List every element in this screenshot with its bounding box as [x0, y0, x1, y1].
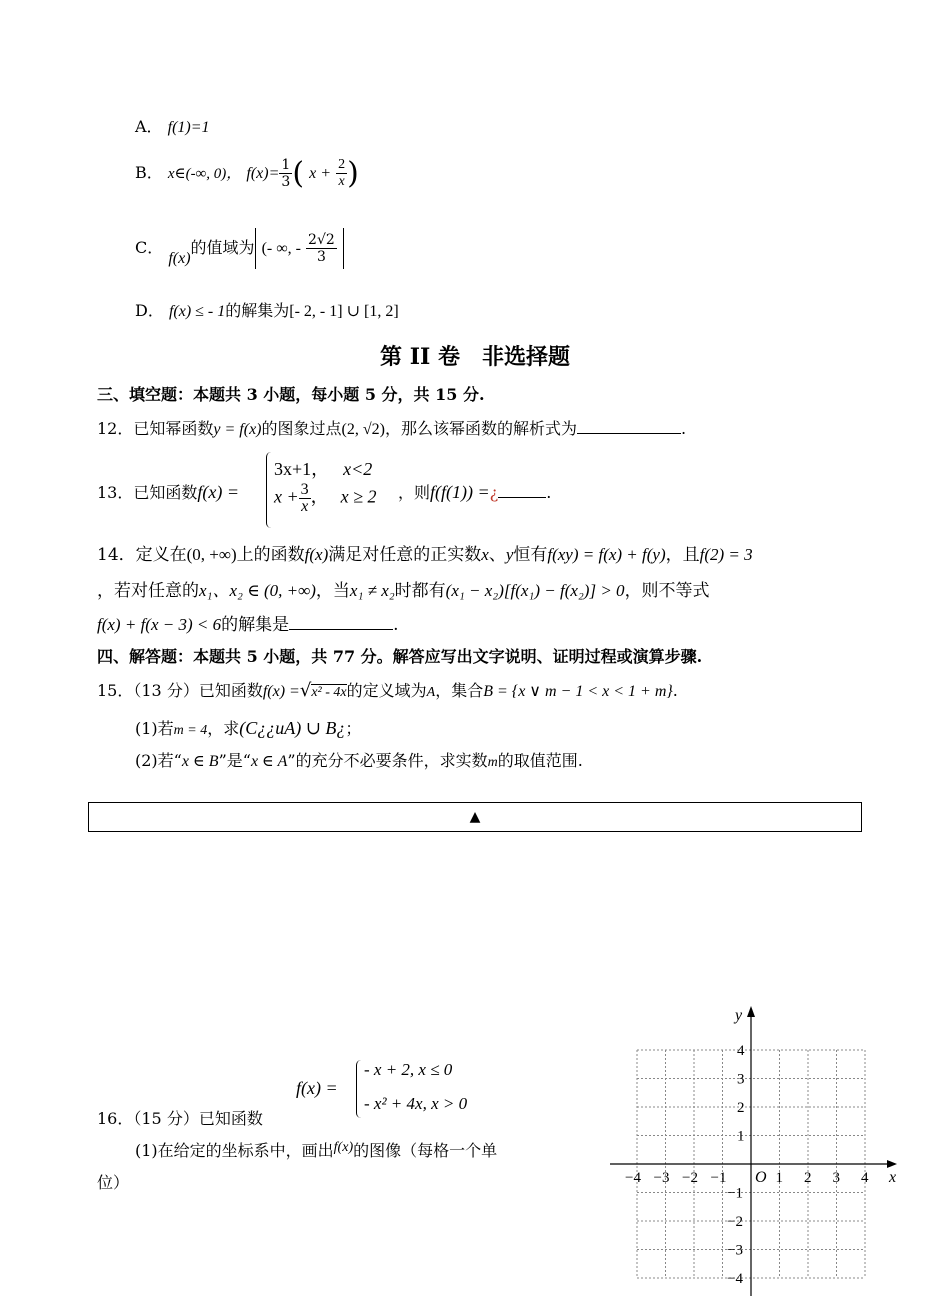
question-14-line3 [97, 610, 399, 635]
y-tick-label: 1 [737, 1128, 745, 1145]
q16-part1 [135, 1138, 497, 1161]
q14-text2: 上的函数 [236, 545, 305, 565]
q14-text4: 恒有 [513, 545, 548, 565]
range-fraction: $\frac{2√2}{3}$ [308, 232, 335, 265]
question-number: 15． [97, 681, 134, 700]
q14-text5: ，且 [665, 545, 700, 565]
question-16 [97, 1106, 263, 1129]
x-tick-label: 2 [804, 1170, 812, 1186]
question-number: 12． [97, 419, 134, 438]
option-a-expr: f(1)=1 [167, 119, 210, 136]
q14-end: . [393, 615, 399, 635]
range-bracket: (- ∞, - $\frac{2√2}{3}$ [255, 228, 344, 269]
q15-p2-c1: x ∈ B [181, 753, 219, 770]
q15-p2-text2: ”的充分不必要条件，求实数 [287, 751, 488, 770]
q14-ineq: (x₁ − x₂)[f(x₁) − f(x₂)] > 0 [445, 581, 625, 600]
option-b-x: x + [309, 165, 332, 182]
q14-target-ineq: f(x) + f(x − 3) < 6 [97, 615, 222, 634]
q13-row1-expr: 3x+1， [274, 459, 330, 479]
option-c [135, 228, 344, 269]
q16-text: 已知函数 [198, 1109, 263, 1128]
answer-blank[interactable] [498, 497, 546, 498]
question-14-line1 [97, 540, 753, 565]
q13-row1-cond: x<2 [343, 459, 373, 479]
y-tick-labels [727, 1043, 745, 1287]
q13-expr: f(f(1)) = [430, 482, 490, 502]
section-header-fill: 三、填空题：本题共 3 小题，每小题 5 分，共 15 分. [97, 385, 485, 404]
q12-text2: 的图象过点 [261, 419, 342, 438]
q15-p1-m: m = 4 [173, 723, 208, 738]
option-label: C． [135, 238, 164, 257]
question-number: 13． [97, 483, 134, 502]
x-tick-label: −1 [710, 1170, 727, 1186]
q15-p2-m: m [487, 755, 498, 770]
q15-fx: f(x) = [262, 683, 300, 700]
q16-lhs: f(x) = [296, 1078, 338, 1098]
q15-setB: B = {x ∨ m − 1 < x < 1 + m} [483, 683, 673, 700]
q14-eq: f(xy) = f(x) + f(y) [547, 545, 666, 564]
q13-fraction: $\frac{3}{x}$ [300, 481, 309, 515]
q12-text: 已知幂函数 [133, 419, 214, 438]
q15-p2-text: ”是“ [218, 751, 251, 770]
q16-p1-label: (1)在给定的坐标系中，画出 [135, 1141, 334, 1160]
option-c-text: 的值域为 [190, 238, 255, 257]
q15-sqrt: x² - 4x [311, 685, 347, 700]
q14-cond: x₁ ≠ x₂ [349, 581, 395, 600]
origin-label: O [755, 1169, 767, 1186]
y-tick-label: −4 [727, 1271, 743, 1287]
piecewise-brace [266, 452, 271, 528]
q14-eq2: f(2) = 3 [699, 545, 753, 564]
q15-p1-text: ，求 [207, 719, 240, 738]
q13-case2 [274, 482, 377, 515]
coef-fraction: $\frac{1}{3}$ [281, 157, 291, 190]
answer-blank[interactable] [577, 433, 681, 434]
q13-lhs: f(x) = [197, 482, 240, 502]
q15-p1-label: (1)若 [135, 719, 174, 738]
y-tick-label: 4 [737, 1043, 745, 1059]
q12-text3: ，那么该幂函数的解析式为 [384, 419, 577, 438]
question-score: （13 分） [133, 681, 199, 700]
q14-vars: x₁、x₂ ∈ (0, +∞) [199, 581, 316, 600]
q14-text3: 满足对任意的正实数 [328, 545, 482, 565]
q14-text: 定义在 [135, 545, 187, 565]
question-number: 14． [97, 545, 136, 565]
y-axis-label: y [735, 1007, 743, 1024]
q13-mark: ¿ [489, 483, 499, 502]
y-tick-label: −2 [727, 1214, 743, 1230]
q14-line2-text3: 时都有 [394, 581, 446, 601]
q16-case1: - x + 2, x ≤ 0 [364, 1060, 453, 1079]
q15-text3: ，集合 [435, 681, 484, 700]
option-d-expr: f(x) ≤ - 1 [168, 303, 226, 320]
x-axis-label: x [889, 1169, 897, 1186]
x-tick-label: 1 [775, 1170, 783, 1186]
option-d-text: 的解集为 [225, 301, 290, 320]
x-axis-arrow-icon [887, 1160, 897, 1168]
question-12 [97, 416, 686, 439]
q15-part1 [135, 716, 361, 739]
q15-p2-label: (2)若“ [135, 751, 182, 770]
x-tick-label: 4 [861, 1170, 869, 1186]
x-tick-label: 3 [832, 1170, 840, 1186]
q14-sep: 、 [488, 545, 506, 565]
x-fraction: $\frac{2}{x}$ [338, 157, 346, 189]
question-13 [97, 480, 239, 503]
paren-close: ) [347, 156, 359, 191]
option-label: B． [135, 163, 163, 182]
q16-brace [356, 1060, 361, 1118]
x-tick-labels [625, 1170, 869, 1186]
q14-line3-text: 的解集是 [221, 615, 290, 635]
q15-part2 [135, 748, 583, 771]
q15-p1-expr: (C¿¿uA) ∪ B¿ [239, 718, 346, 738]
x-tick-label: −4 [625, 1170, 641, 1186]
question-number: 16． [97, 1109, 134, 1128]
triangle-marker: ▲ [469, 809, 481, 825]
y-axis-arrow-icon [747, 1006, 755, 1017]
section-title: 第 II 卷 非选择题 [380, 344, 570, 370]
q13-tail [398, 480, 551, 503]
q16-case2: - x² + 4x, x > 0 [364, 1094, 468, 1113]
q13-comma: ， [310, 486, 329, 507]
q15-text: 已知函数 [198, 681, 263, 700]
q13-text2: ，则 [398, 483, 431, 502]
answer-box[interactable] [88, 802, 862, 832]
option-b-domain: x∈(-∞, 0)， [167, 166, 242, 182]
q14-fx: f(x) [304, 545, 329, 564]
coordinate-grid[interactable] [605, 1000, 905, 1300]
section-header-solve: 四、解答题：本题共 5 小题，共 77 分。解答应写出文字说明、证明过程或演算步骤. [97, 647, 703, 666]
q16-part1-cont: 位） [97, 1173, 130, 1192]
q14-y: y [505, 545, 514, 564]
option-label: D． [135, 301, 164, 320]
q12-end: . [680, 419, 687, 438]
q13-row2-cond: x ≥ 2 [340, 486, 377, 507]
q14-line2-text4: ，则不等式 [624, 581, 710, 601]
option-a [135, 114, 210, 137]
question-15: 15．（13 分）已知函数f(x) =√x² - 4x的定义域为A，集合B = {x ∨ m − 1 < x < 1 + m}. [97, 680, 678, 701]
q15-text2: 的定义域为 [346, 681, 427, 700]
option-b-lhs: f(x)= [246, 165, 280, 182]
paren-open: ( [292, 156, 305, 191]
q12-expr: y = f(x) [213, 421, 262, 438]
q14-interval: (0, +∞) [186, 545, 237, 564]
q12-point: (2, √2) [341, 421, 385, 438]
q14-line2-text2: ，当 [315, 581, 350, 601]
option-d-set: [- 2, - 1] ∪ [1, 2] [289, 303, 399, 320]
question-score: （15 分） [133, 1109, 199, 1128]
y-tick-label: 2 [737, 1100, 745, 1116]
y-tick-label: −1 [727, 1185, 743, 1202]
q16-p1-fx: f(x) [333, 1140, 354, 1155]
option-d [135, 298, 399, 321]
q15-A: A [426, 685, 436, 700]
option-c-fx: f(x) [168, 250, 191, 267]
q15-p1-end: ； [345, 719, 362, 738]
x-tick-label: −2 [682, 1170, 698, 1186]
q15-p2-c2: x ∈ A [250, 753, 288, 770]
q15-p2-text3: 的取值范围. [497, 751, 583, 770]
q16-p1-text: 的图像（每格一个单 [353, 1141, 498, 1160]
y-tick-label: 3 [737, 1071, 745, 1088]
q14-x: x [481, 545, 489, 564]
q13-text: 已知函数 [133, 483, 198, 502]
option-label: A． [135, 117, 163, 136]
y-tick-label: −3 [727, 1242, 743, 1259]
option-b [135, 156, 359, 191]
q15-end: . [672, 681, 678, 700]
question-14-line2 [97, 576, 710, 601]
q14-line2-text: ，若对任意的 [97, 581, 199, 601]
q13-case1 [274, 455, 372, 481]
x-tick-label: −3 [653, 1170, 670, 1186]
answer-blank[interactable] [289, 629, 393, 630]
q13-end: . [546, 483, 552, 502]
q13-row2-expr: x + [274, 486, 299, 507]
